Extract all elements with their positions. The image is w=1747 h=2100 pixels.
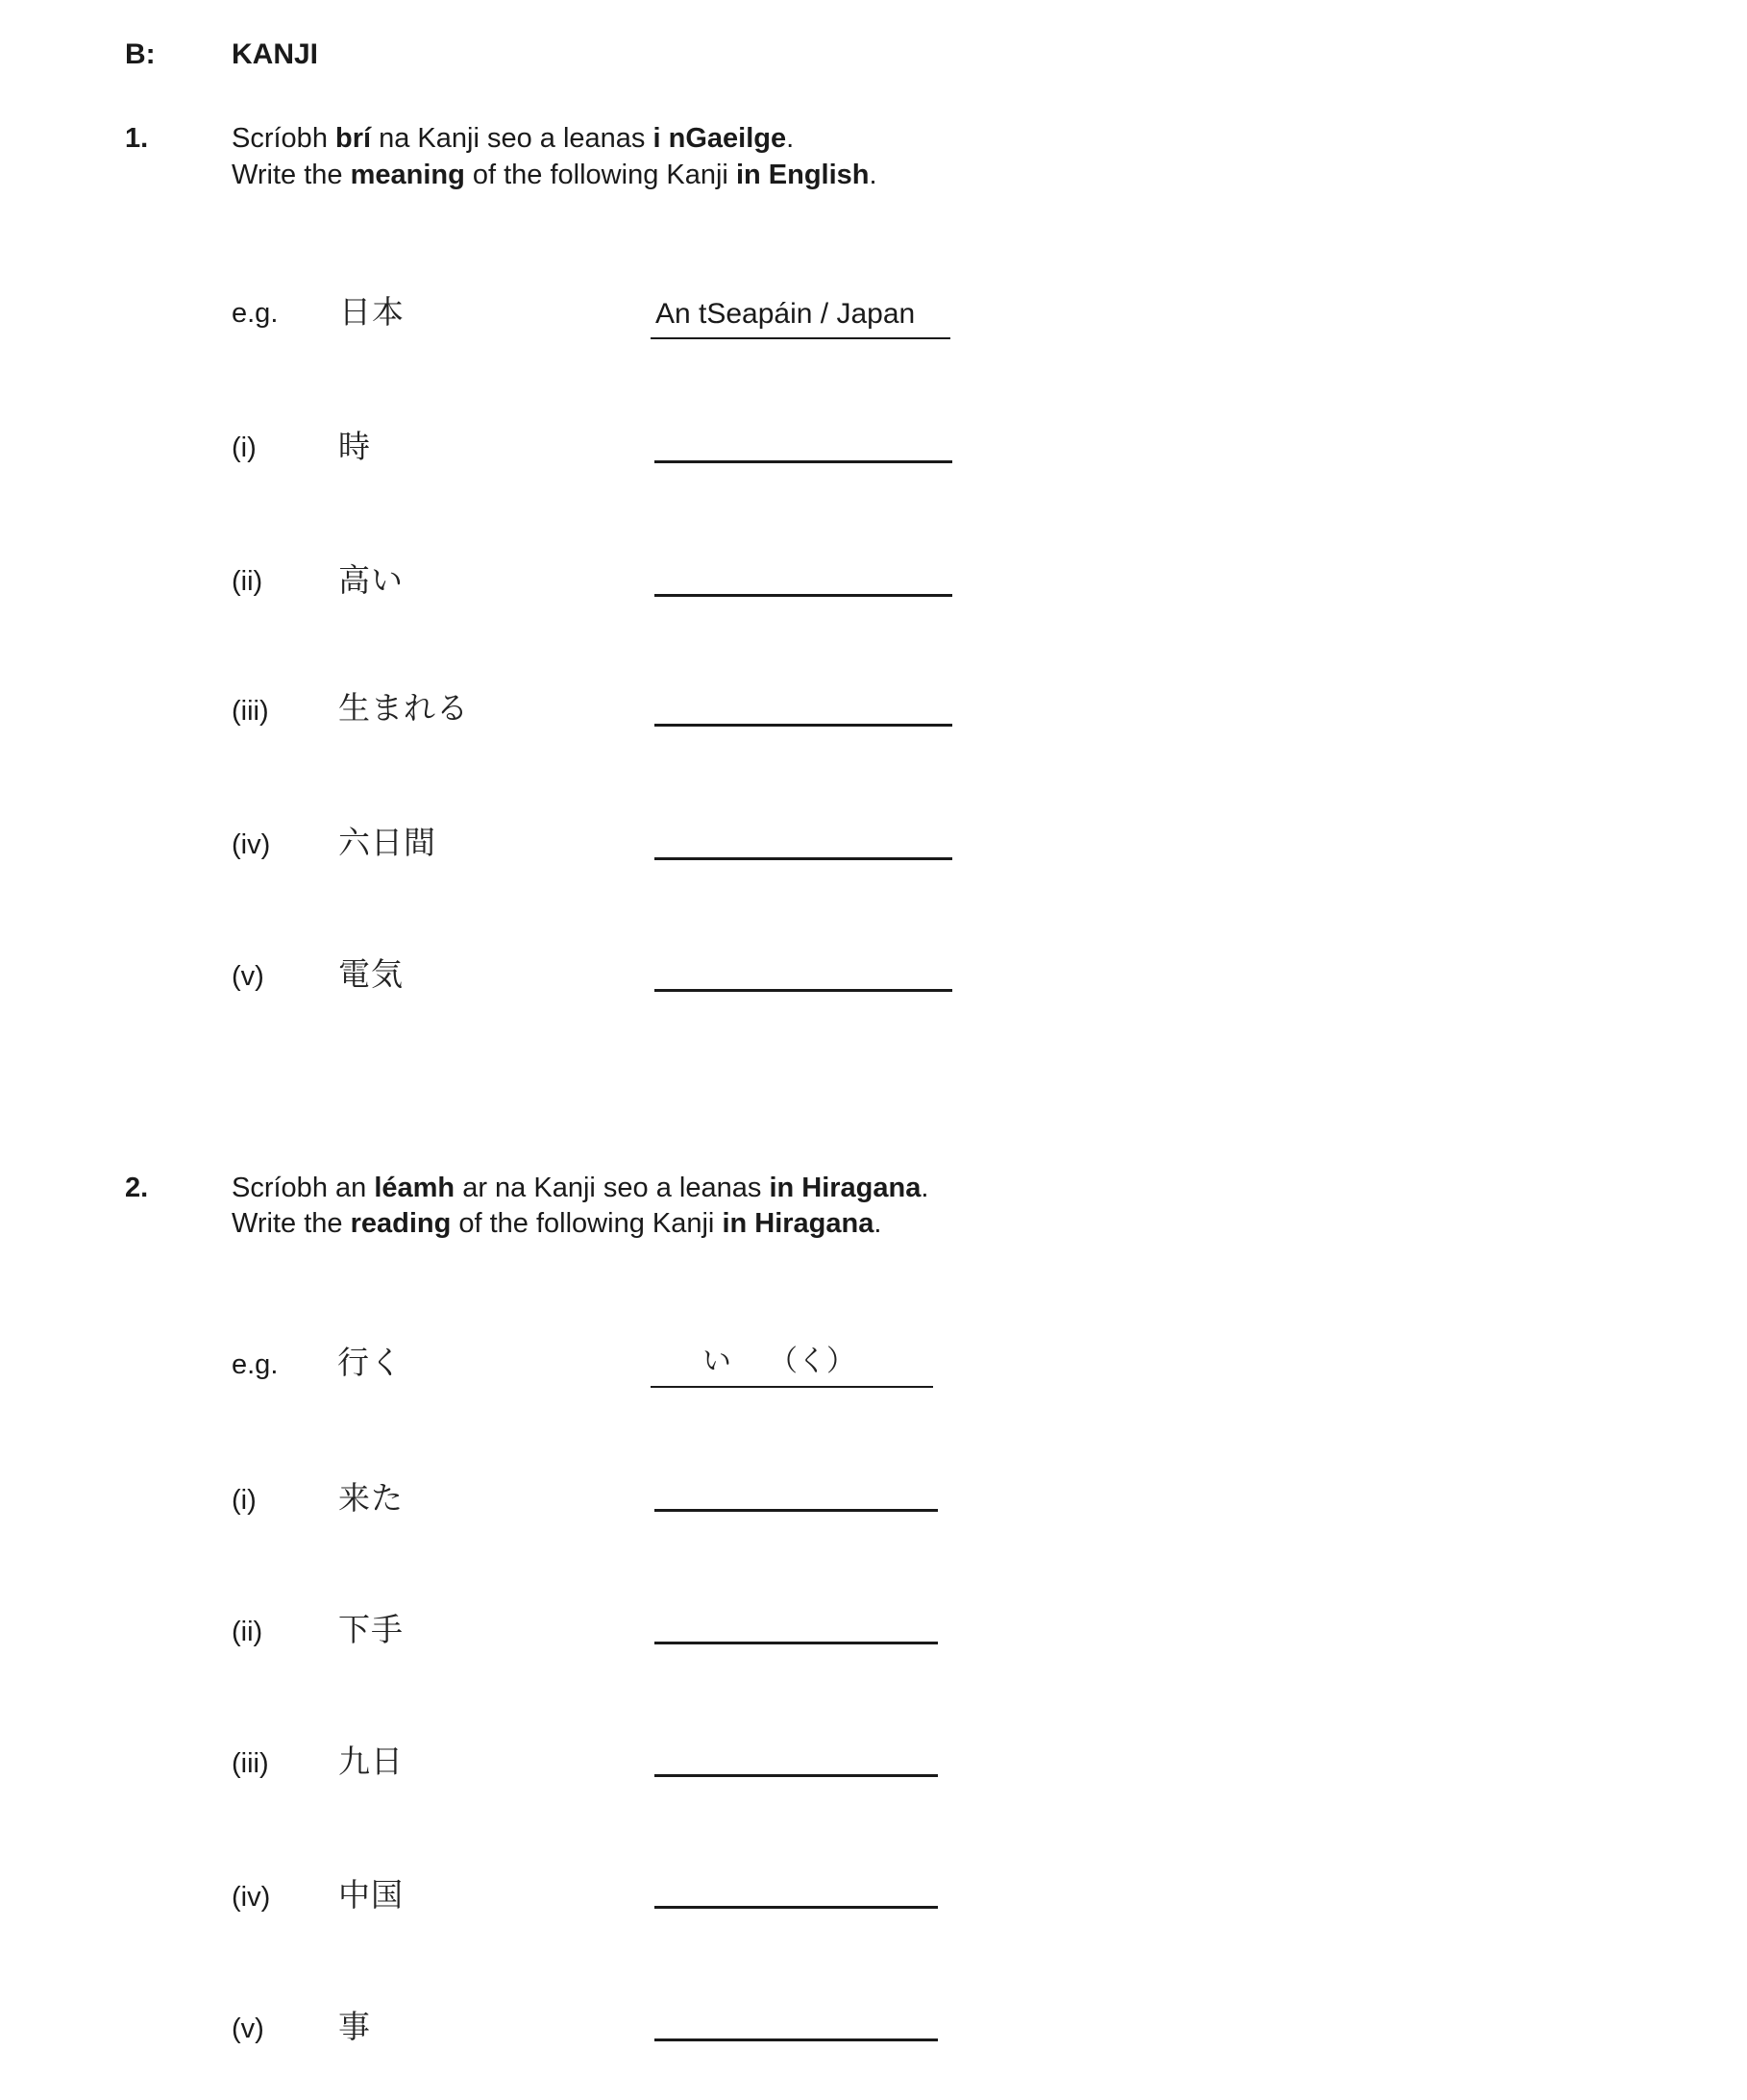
- question-2-instruction-english: [232, 1210, 881, 1238]
- text: of the following Kanji: [451, 1208, 723, 1239]
- text: na Kanji seo a leanas: [371, 123, 653, 154]
- text: Scríobh an: [232, 1173, 375, 1203]
- bold-text: in English: [735, 160, 870, 190]
- q2-item-kanji: 九日: [338, 1742, 404, 1780]
- q1-item-kanji: 高い: [338, 561, 404, 599]
- text: .: [869, 160, 877, 190]
- text: .: [921, 1173, 929, 1203]
- q1-answer-blank[interactable]: [654, 989, 952, 992]
- text: of the following Kanji: [464, 160, 736, 190]
- example-kanji: 日本: [339, 293, 405, 331]
- q2-answer-blank[interactable]: [654, 1642, 938, 1644]
- q2-answer-blank[interactable]: [654, 1509, 938, 1512]
- q2-item-kanji: 下手: [338, 1611, 404, 1648]
- q2-item-label: (iv): [232, 1882, 271, 1913]
- text: Write the: [232, 160, 351, 190]
- question-2-instruction-irish: [232, 1174, 928, 1202]
- section-label: B:: [125, 38, 156, 70]
- example-answer-part2: （く）: [769, 1345, 855, 1378]
- q1-item-kanji: 電気: [338, 955, 404, 993]
- example-answer-underline: [651, 337, 950, 339]
- question-1-number: 1.: [125, 123, 149, 154]
- bold-text: in Hiragana: [722, 1208, 874, 1239]
- example-kanji: 行く: [337, 1344, 403, 1381]
- bold-text: i nGaeilge: [652, 123, 787, 154]
- text: Write the: [232, 1208, 351, 1239]
- q2-item-label: (iii): [232, 1748, 269, 1779]
- example-answer-underline: [651, 1386, 933, 1388]
- question-1-instruction-irish: [232, 125, 794, 153]
- q1-item-label: (iii): [232, 696, 269, 727]
- q1-item-kanji: 時: [338, 428, 371, 465]
- q2-answer-blank[interactable]: [654, 1906, 938, 1909]
- question-1-instruction-english: [232, 161, 877, 189]
- text: ar na Kanji seo a leanas: [455, 1173, 770, 1203]
- text: .: [786, 123, 795, 154]
- q2-item-label: (v): [232, 2014, 264, 2044]
- q2-item-kanji: 来た: [338, 1479, 404, 1517]
- q1-item-label: (v): [232, 961, 264, 992]
- q1-item-label: (iv): [232, 829, 271, 860]
- bold-text: brí: [335, 123, 372, 154]
- q1-answer-blank[interactable]: [654, 724, 952, 727]
- example-label: e.g.: [232, 298, 279, 329]
- q1-item-kanji: 六日間: [338, 824, 436, 861]
- q1-answer-blank[interactable]: [654, 594, 952, 597]
- text: Scríobh: [232, 123, 335, 154]
- bold-text: reading: [350, 1208, 452, 1239]
- q1-answer-blank[interactable]: [654, 460, 952, 463]
- bold-text: in Hiragana: [769, 1173, 922, 1203]
- text: .: [874, 1208, 882, 1239]
- q1-item-label: (i): [232, 432, 257, 463]
- example-label: e.g.: [232, 1349, 279, 1380]
- q2-item-label: (i): [232, 1485, 257, 1516]
- bold-text: léamh: [374, 1173, 455, 1203]
- q2-answer-blank[interactable]: [654, 1774, 938, 1777]
- q2-item-label: (ii): [232, 1617, 263, 1647]
- q1-answer-blank[interactable]: [654, 857, 952, 860]
- q2-item-kanji: 事: [338, 2008, 371, 2045]
- bold-text: meaning: [350, 160, 465, 190]
- example-answer: An tSeapáin / Japan: [655, 298, 916, 330]
- q2-item-kanji: 中国: [338, 1876, 404, 1914]
- section-title: KANJI: [232, 38, 319, 70]
- q1-item-label: (ii): [232, 566, 263, 597]
- question-2-number: 2.: [125, 1173, 149, 1203]
- example-answer-part1: い: [702, 1345, 731, 1378]
- q1-item-kanji: 生まれる: [338, 689, 469, 727]
- q2-answer-blank[interactable]: [654, 2038, 938, 2041]
